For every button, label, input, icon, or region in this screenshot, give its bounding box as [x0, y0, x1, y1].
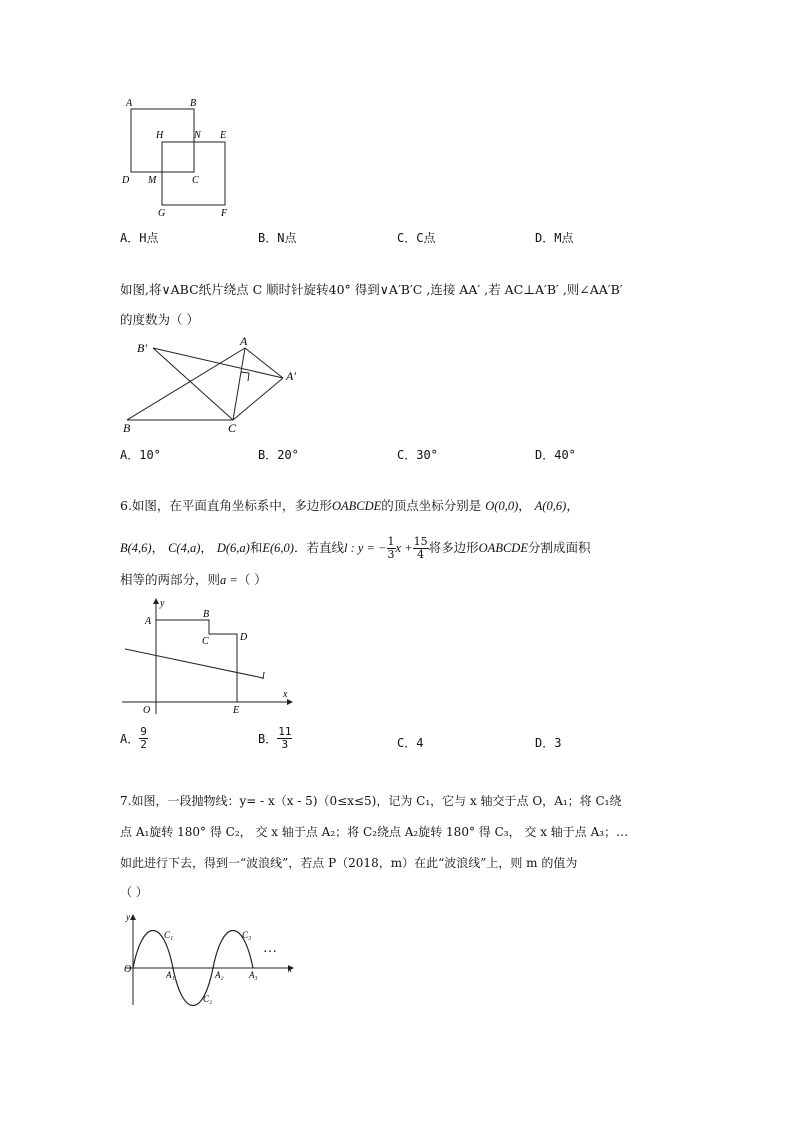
q6-point-b: B(4,6): [120, 541, 152, 555]
label-y: y: [126, 912, 130, 922]
label-A2: A₂: [215, 970, 224, 980]
q6-option-d[interactable]: D．3: [535, 736, 562, 750]
q6-post: 将多边形: [428, 540, 479, 555]
label-A: A: [145, 616, 152, 627]
label-x: x: [283, 689, 288, 700]
label-C1: C₁: [164, 930, 174, 940]
label-O: O: [143, 705, 151, 716]
label-C: C: [202, 636, 209, 647]
label-A: A: [126, 98, 133, 109]
label-A3: A₃: [249, 970, 258, 980]
y-axis-arrow: [153, 598, 159, 604]
q6-line3-blank: （ ）: [237, 572, 267, 587]
q6-stem-line3: [120, 564, 267, 596]
line-l: [125, 649, 263, 678]
q5-option-a[interactable]: A．10°: [120, 448, 161, 462]
label-A1: A₁: [166, 970, 175, 980]
label-O: O: [124, 964, 132, 975]
q5-figure: [115, 336, 315, 436]
q6-frac-one-third: $\frac{1}{3}$: [387, 535, 395, 561]
q6-option-b[interactable]: B． $\frac{11}{3}$: [258, 725, 292, 751]
q5-option-c[interactable]: C．30°: [397, 448, 438, 462]
label-F: F: [221, 208, 228, 219]
label-C3: C₃: [242, 930, 252, 940]
q4-figure: [110, 92, 250, 222]
label-B: B: [190, 98, 197, 109]
q6-point-o: O(0,0): [485, 499, 519, 513]
label-D: D: [122, 175, 130, 186]
q6-polygon-2: OABCDE: [478, 541, 528, 555]
q6-and: 和: [249, 540, 263, 555]
label-Bprime: B′: [137, 341, 147, 355]
label-E: E: [220, 130, 227, 141]
label-l: l: [262, 671, 265, 682]
q6-line-eq-pre: l : y = −: [343, 541, 387, 555]
q6-figure: [115, 596, 300, 721]
q7-stem-line3: 如此进行下去，得到一“波浪线”，若点 P（2018，m）在此“波浪线”上，则 m 的值为: [120, 856, 578, 870]
q6-point-c: C(4,a): [168, 541, 201, 555]
label-A: A: [240, 336, 248, 348]
q6-frac-fifteen-fourths: $\frac{15}{4}$: [413, 535, 428, 561]
label-M: M: [148, 175, 157, 186]
q6-line3-text: 相等的两部分，则: [120, 572, 221, 587]
q7-stem-line4: （ ）: [120, 885, 148, 899]
label-E: E: [233, 705, 240, 716]
label-C2: C₂: [203, 994, 213, 1004]
q6-point-e: E(6,0): [262, 541, 294, 555]
q7-stem-line1: 7.如图，一段抛物线：y= - x（x - 5)（0≤x≤5)，记为 C₁，它与 x 轴交于点 O，A₁；将 C₁绕: [120, 794, 622, 808]
label-x: x: [288, 964, 292, 974]
q7-stem-line2: 点 A₁旋转 180° 得 C₂， 交 x 轴于点 A₂；将 C₂绕点 A₂旋转 180° 得 C₃， 交 x 轴于点 A₃；…: [120, 825, 629, 839]
label-y: y: [160, 598, 165, 609]
q6-if: ．若直线: [293, 540, 344, 555]
q6-text-a: 6.如图，在平面直角坐标系中，多边形: [120, 498, 332, 513]
q5-stem-line1: 如图,将∨ABC纸片绕点 C 顺时针旋转40° 得到∨A′B′C ,连接 AA′ ,若 AC⊥A′B′ ,则∠AA′B′: [120, 282, 623, 297]
q6-option-c[interactable]: C．4: [397, 736, 424, 750]
q6-end: 分割成面积: [527, 540, 591, 555]
q6-polygon: OABCDE: [331, 499, 382, 513]
q6-point-d: D(6,a): [216, 541, 250, 555]
q5-option-d[interactable]: D．40°: [535, 448, 576, 462]
q6-line-eq-mid: x +: [395, 541, 413, 555]
label-C: C: [192, 175, 199, 186]
label-H: H: [156, 130, 164, 141]
label-Aprime: A′: [286, 369, 296, 383]
q6-stem-line1: 6.如图，在平面直角坐标系中，多边形OABCDE的顶点坐标分别是 O(0,0)， A(0,6)，: [120, 498, 579, 513]
polygon-oabcde: [156, 620, 237, 702]
q6-point-a: A(0,6): [534, 499, 567, 513]
label-dots: …: [263, 941, 277, 956]
q4-option-b[interactable]: B．N点: [258, 231, 297, 245]
label-B: B: [123, 421, 131, 435]
q6-line3-a: a =: [220, 573, 238, 587]
q4-option-c[interactable]: C．C点: [397, 231, 436, 245]
y-axis-arrow: [130, 914, 136, 920]
label-B: B: [203, 609, 210, 620]
q6-stem-line2: B(4,6)， C(4,a)， D(6,a)和E(6,0)．若直线l : y = − $\frac{1}{3}$ x + $\frac{15}{4}$ 将多边形OABCDE分割成面积: [120, 535, 591, 561]
label-N: N: [194, 130, 201, 141]
q5-stem-line2: 的度数为（ ）: [120, 312, 199, 327]
q5-option-b[interactable]: B．20°: [258, 448, 299, 462]
q7-figure: [118, 910, 303, 1008]
right-angle-mark: [241, 372, 249, 381]
label-D: D: [240, 632, 248, 643]
q6-text-b: 的顶点坐标分别是: [381, 498, 482, 513]
label-G: G: [158, 208, 166, 219]
q6-option-a[interactable]: A． $\frac{9}{2}$: [120, 725, 147, 751]
x-axis-arrow: [287, 699, 293, 705]
label-C: C: [228, 421, 237, 435]
q4-option-d[interactable]: D．M点: [535, 231, 574, 245]
q4-option-a[interactable]: A．H点: [120, 231, 159, 245]
